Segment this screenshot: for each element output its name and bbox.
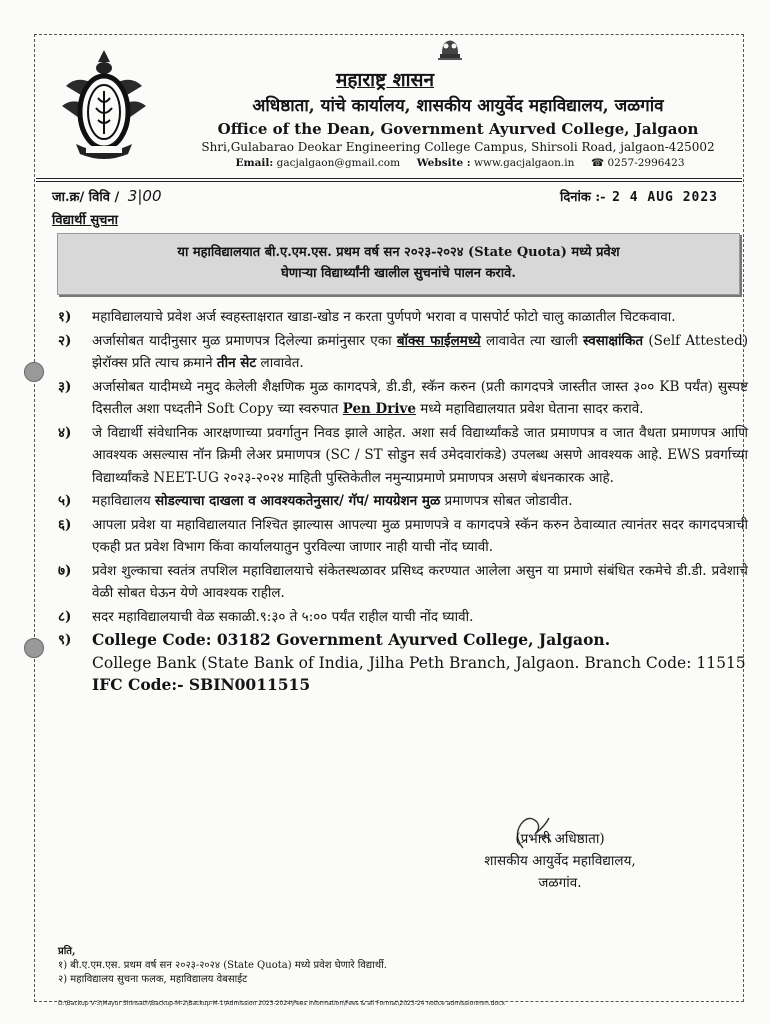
item-text bbox=[92, 629, 748, 697]
header-rule-2 bbox=[36, 181, 742, 182]
list-item bbox=[58, 330, 748, 375]
item-number: २) bbox=[58, 332, 72, 349]
item-text-part: अर्जासोबत यादीनुसार मुळ प्रमाणपत्र दिलेल्या क्रमांनुसार एका bbox=[92, 332, 397, 349]
item-text: आपला प्रवेश या महाविद्यालयात निश्चित झाल्यास आपल्या मुळ प्रमाणपत्रे व कागदपत्रे स्कॅन करुन ठेवाव्यात त्यानंतर सदर कागदपत्राची एकही प्रत प्रवेश विभाग किंवा कार्यालयातुन पुरविल्या जाणार नाही याची नोंद घ्यावी. bbox=[92, 516, 748, 555]
item-text-part: महाविद्यालय bbox=[92, 493, 156, 509]
date-label: दिनांक :- bbox=[560, 190, 606, 205]
item-number: १) bbox=[58, 309, 72, 325]
item-text-part: लावावेत त्या खाली bbox=[480, 332, 583, 349]
item-text-part: मध्ये महाविद्यालयात प्रवेश घेताना सादर करावे. bbox=[415, 401, 644, 417]
list-item bbox=[58, 606, 748, 629]
list-item bbox=[58, 514, 748, 559]
banner-line-2: घेणाऱ्या विद्यार्थ्यांनी खालील सुचनांचे पालन करावे. bbox=[281, 266, 516, 281]
college-code: College Code: 03182 Government Ayurved College, Jalgaon. bbox=[92, 630, 611, 649]
signatory-city: जळगांव. bbox=[538, 875, 582, 891]
file-path-footer: D:\Backup V-3\Mayur Shinsath\Backup-M-2\Backup-M-1\Admission 2023-2024\Fees information\Fees & all Format\2023-24 notice admissionmm.docx bbox=[58, 1000, 506, 1007]
item-text bbox=[92, 330, 748, 375]
item-text-bold: सोडल्याचा दाखला व आवश्यकतेनुसार/ गॅप/ मायग्रेशन मुळ bbox=[155, 493, 441, 509]
phone-value: 0257-2996423 bbox=[607, 157, 685, 169]
college-logo bbox=[56, 46, 152, 166]
college-bank: College Bank (State Bank of India, Jilha Peth Branch, Jalgaon. Branch Code: 11515 bbox=[92, 653, 746, 672]
instruction-list bbox=[58, 306, 748, 698]
notice-label: विद्यार्थी सुचना bbox=[52, 213, 118, 228]
list-item bbox=[58, 490, 748, 513]
date-stamp: 2 4 AUG 2023 bbox=[612, 190, 719, 205]
item-text: महाविद्यालयाचे प्रवेश अर्ज स्वहस्ताक्षरात खाडा-खोड न करता पुर्णपणे भरावा व पासपोर्ट फोटो चालु काळातील चिटकवावा. bbox=[92, 309, 676, 325]
reference-value: 3|00 bbox=[127, 187, 162, 205]
website-label: Website : bbox=[416, 157, 471, 169]
item-text-part: अर्जासोबत यादीमध्ये नमुद केलेली शैक्षणिक मुळ कागदपत्रे, डी.डी, स्कॅन करुन (प्रती कागदपत्रे जास्तीत जास्त ३०० KB पर्यंत) सुस्पष्ट दिसतील अशा पध्दतीने Soft Copy च्या स्वरुपात bbox=[92, 378, 748, 417]
website-value: www.gacjalgaon.in bbox=[474, 157, 575, 169]
item-number: ५) bbox=[58, 493, 72, 509]
government-title: महाराष्ट्र शासन bbox=[335, 69, 434, 91]
list-item bbox=[58, 376, 748, 421]
item-text: प्रवेश शुल्काचा स्वतंत्र तपशिल महाविद्यालयाचे संकेतस्थळावर प्रसिध्द करण्यात आलेला असुन या प्रमाणे संबंधित रकमेचे डी.डी. प्रवेशाचे वेळी सोबत घेऊन येणे आवश्यक राहील. bbox=[92, 562, 748, 601]
header-rule bbox=[36, 178, 742, 179]
punch-hole-top bbox=[24, 362, 44, 382]
email-value: gacjalgaon@gmail.com bbox=[276, 157, 401, 169]
punch-hole-bottom bbox=[24, 638, 44, 658]
notice-banner bbox=[57, 233, 740, 295]
office-title-en: Office of the Dean, Government Ayurved College, Jalgaon bbox=[217, 120, 699, 138]
list-item bbox=[58, 306, 748, 329]
email-label: Email: bbox=[235, 157, 274, 169]
item-text-part: प्रमाणपत्र सोबत जोडावीत. bbox=[440, 493, 573, 509]
item-text: सदर महाविद्यालयाची वेळ सकाळी.९:३० ते ५:०० पर्यंत राहील याची नोंद घ्यावी. bbox=[92, 608, 474, 625]
item-text-bold: बॉक्स फाईलमध्ये bbox=[396, 332, 481, 349]
reference-number bbox=[52, 187, 161, 205]
item-number: ३) bbox=[58, 378, 72, 395]
list-item bbox=[58, 629, 748, 697]
item-text bbox=[92, 376, 748, 421]
item-text: जे विद्यार्थी संवेधानिक आरक्षणाच्या प्रवर्गातुन निवड झाले आहेत. अशा सर्व विद्यार्थ्यांकडे जात प्रमाणपत्र व जात वैधता प्रमाणपत्र आणि आवश्यक असल्यास नॉन क्रिमी लेअर प्रमाणपत्र (SC / ST सोडुन सर्व उमेदवारांकडे) उपलब्ध असणे आवश्यक आहे. EWS प्रवर्गाच्या विद्यार्थ्यांकडे NEET-UG २०२३-२०२४ माहिती पुस्तिकेतील नमुन्याप्रमाणे प्रमाणपत्र असणे बंधनकारक आहे. bbox=[92, 424, 748, 486]
item-text-bold: स्वसाक्षांकित bbox=[582, 332, 644, 349]
signatory-college: शासकीय आयुर्वेद महाविद्यालय, bbox=[484, 853, 636, 869]
item-number: ९) bbox=[58, 632, 72, 648]
list-item bbox=[58, 422, 748, 490]
item-number: ७) bbox=[58, 562, 72, 579]
ifc-code: IFC Code:- SBIN0011515 bbox=[92, 675, 311, 694]
item-number: ८) bbox=[58, 608, 72, 625]
list-item bbox=[58, 560, 748, 605]
reference-label: जा.क्र/ विवि / bbox=[52, 190, 120, 205]
banner-line-1: या महाविद्यालयात बी.ए.एम.एस. प्रथम वर्ष सन २०२३-२०२४ (State Quota) मध्ये प्रवेश bbox=[177, 245, 620, 260]
item-text-bold: Pen Drive bbox=[342, 401, 416, 417]
date-line bbox=[560, 187, 718, 205]
signature-block bbox=[440, 828, 680, 894]
item-text bbox=[92, 490, 748, 513]
item-text-part: (Self Attested) झेरॉक्स प्रति त्याच क्रमाने bbox=[92, 332, 748, 371]
item-text-bold: तीन सेट bbox=[216, 355, 257, 371]
phone-icon: ☎ bbox=[591, 157, 605, 169]
department-title: अधिष्ठाता, यांचे कार्यालय, शासकीय आयुर्वेद महाविद्यालय, जळगांव bbox=[252, 96, 664, 116]
signatory-title: (प्रभारी अधिष्ठाता) bbox=[515, 831, 605, 847]
contact-line bbox=[180, 157, 740, 169]
copy-to-item: २) महाविद्यालय सुचना फलक, महाविद्यालय वेबसाईट bbox=[58, 974, 248, 985]
national-emblem-icon bbox=[434, 36, 466, 62]
item-number: ४) bbox=[58, 424, 72, 441]
office-address: Shri,Gulabarao Deokar Engineering College Campus, Shirsoli Road, jalgaon-425002 bbox=[201, 140, 715, 154]
item-number: ६) bbox=[58, 516, 72, 533]
copy-to-item: १) बी.ए.एम.एस. प्रथम वर्ष सन २०२३-२०२४ (State Quota) मध्ये प्रवेश घेणारे विद्यार्थी. bbox=[58, 960, 387, 971]
item-text-part: लावावेत. bbox=[256, 355, 304, 371]
copy-to-label: प्रति, bbox=[58, 946, 76, 957]
copy-to-block bbox=[58, 945, 387, 987]
